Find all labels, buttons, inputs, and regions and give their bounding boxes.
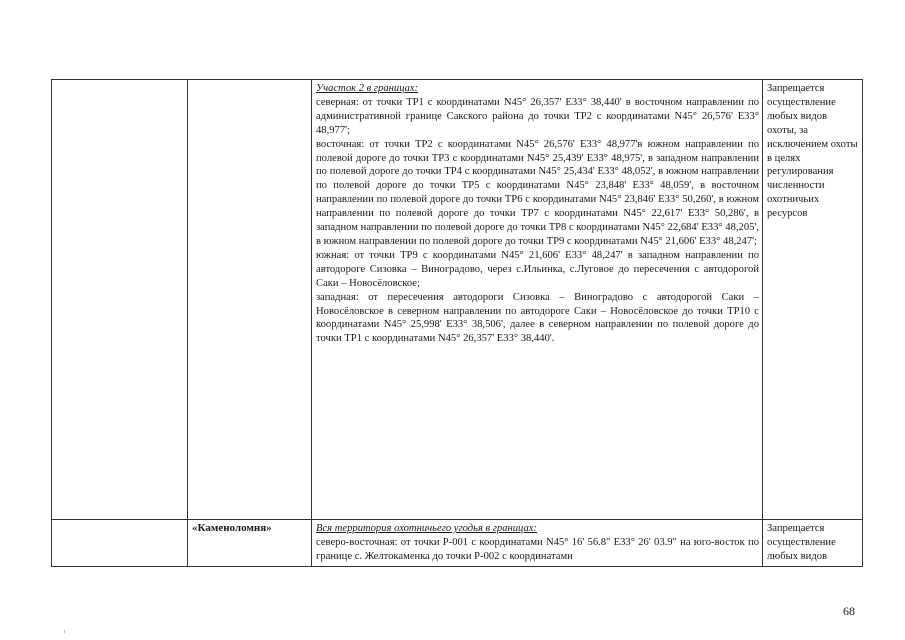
section-heading: Участок 2 в границах: [316, 83, 419, 94]
scan-artifact [64, 630, 65, 633]
restriction-cell: Запрещается осуществление любых видов [763, 520, 863, 567]
boundary-northeast: северо-восточная: от точки Р-001 с координатами N45° 16' 56.8" E33° 26' 03.9" на юго-восток по границе с. Желтокаменка до точки Р-002 с координатами [316, 536, 759, 562]
blank-cell [52, 80, 188, 520]
table-row [52, 520, 863, 567]
boundary-west: западная: от пересечения автодороги Сизовка – Виноградово с автодорогой Саки – Новосёловское в северном направлении по автодороге Саки – Новосёловское до точки ТР10 с координатами N45° 25,998' E33° 38,506', далее в северном направлении по полевой дороге до точки ТР1 с координатами N45° 26,357' E33° 38,440'. [316, 291, 759, 345]
restriction-cell: Запрещается осуществление любых видов охоты, за исключением охоты в целях регулирования численности охотничьих ресурсов [763, 80, 863, 520]
area-name-cell: «Каменоломня» [188, 520, 312, 567]
area-name-cell [188, 80, 312, 520]
blank-cell [52, 520, 188, 567]
hunting-grounds-table [51, 79, 863, 567]
boundary-description-cell [312, 520, 763, 567]
table-row [52, 80, 863, 520]
boundary-south: южная: от точки ТР9 с координатами N45° 21,606' E33° 48,247' в западном направлении по автодороге Сизовка – Виноградово, через с.Ильинка, с.Луговое до пересечения с автодорогой Саки – Новосёловское; [316, 249, 759, 289]
boundary-description-cell [312, 80, 763, 520]
section-heading: Вся территория охотничьего угодья в границах: [316, 523, 538, 534]
page-number: 68 [843, 604, 855, 618]
boundary-east: восточная: от точки ТР2 с координатами N45° 26,576' E33° 48,977'в южном направлении по полевой дороге до точки ТР3 с координатами N45° 25,439' E33° 48,975', в западном направлении по полевой дороге до точки ТР4 с координатами N45° 25,434' E33° 48,052', в южном направлении по полевой дороге до точки ТР5 с координатами N45° 23,848' E33° 48,059', в восточном направлении по полевой дороге до точки ТР6 с координатами N45° 23,846' E33° 50,260', в южном направлении по полевой дороге до точки ТР7 с координатами N45° 22,617' E33° 50,286', в западном направлении по полевой дороге до точки ТР8 с координатами N45° 22,684' E33° 48,205', в южном направлении по полевой дороге до точки ТР9 с координатами N45° 21,606' E33° 48,247'; [316, 138, 759, 247]
boundary-north: северная: от точки ТР1 с координатами N45° 26,357' E33° 38,440' в восточном направлении по административной границе Сакского района до точки ТР2 с координатами N45° 26,576' E33° 48,977'; [316, 96, 759, 136]
